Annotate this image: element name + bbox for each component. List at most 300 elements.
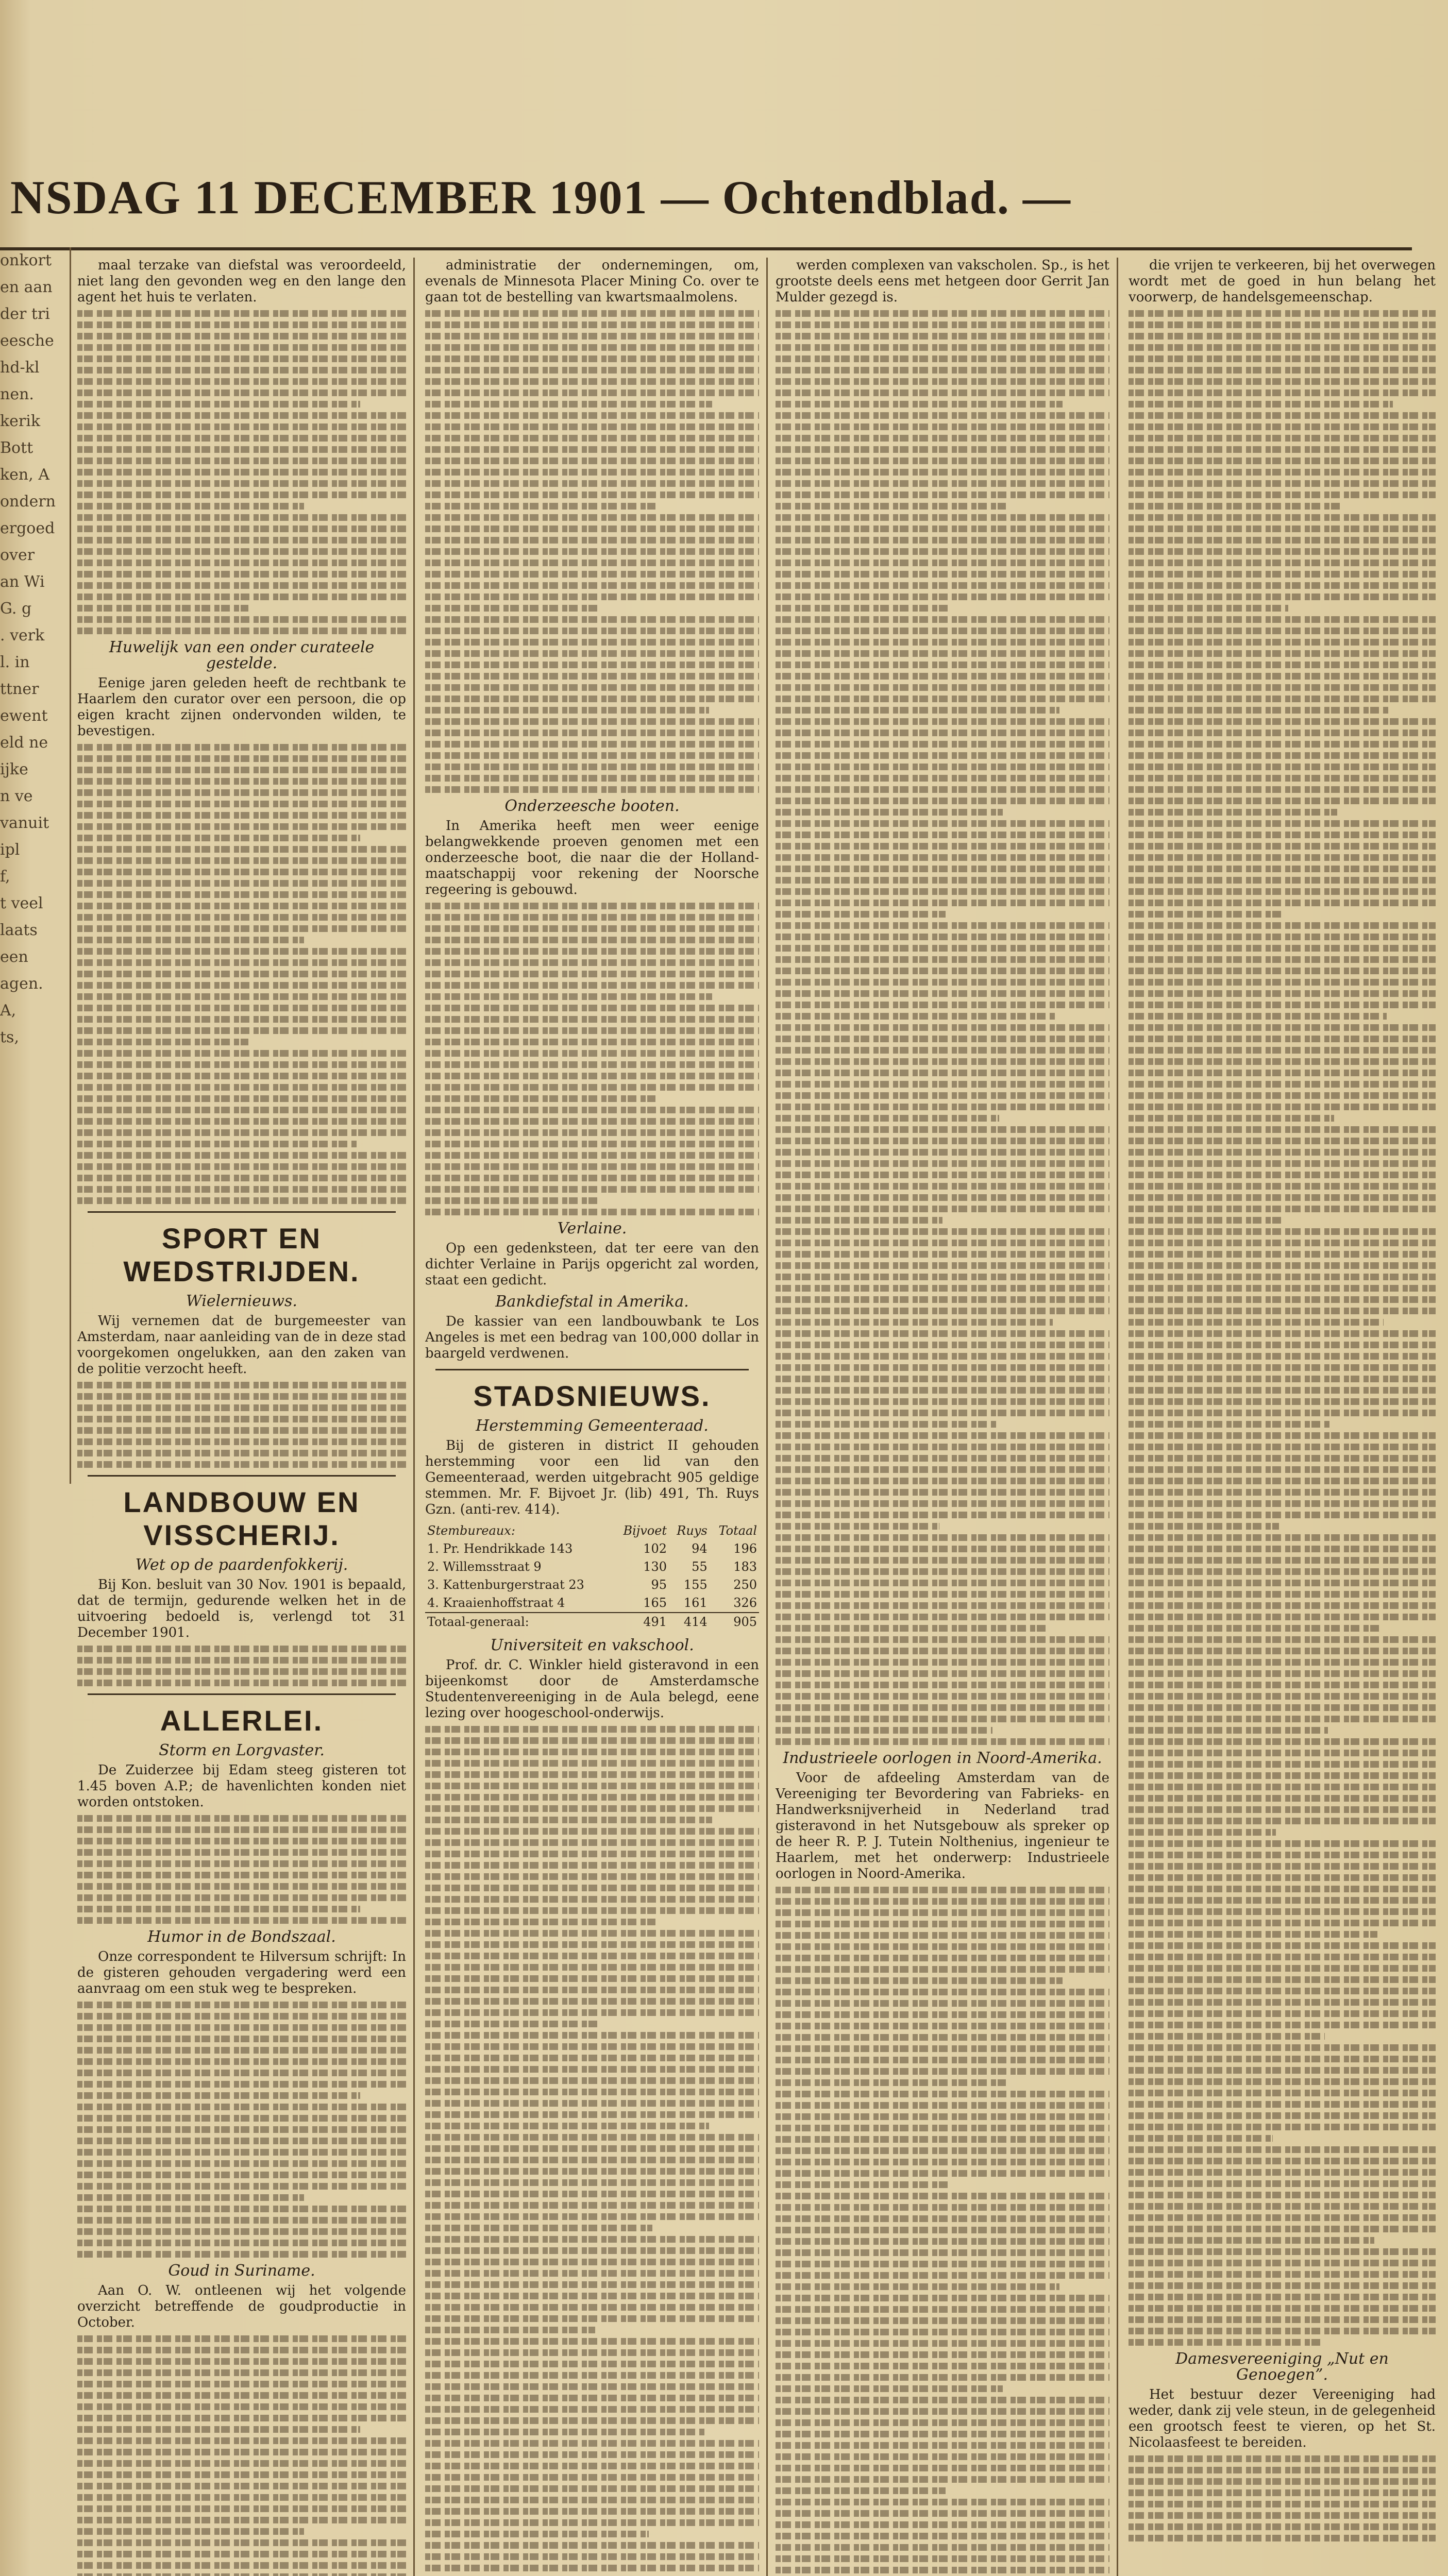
text-line: [425, 2497, 759, 2503]
text-line: [77, 1005, 406, 1011]
text-line: [1129, 820, 1436, 827]
text-line: [77, 446, 406, 453]
text-line: [425, 1760, 759, 1767]
text-line: [425, 1851, 759, 1857]
text-line: [425, 2553, 759, 2560]
text-line: [425, 1805, 759, 1812]
col3-body-1: [776, 310, 1109, 1745]
text-line: [776, 2521, 1109, 2528]
table-cell: 130: [643, 1560, 667, 1574]
text-line: [77, 2528, 304, 2535]
text-line: [1129, 560, 1436, 566]
text-line: [77, 2449, 406, 2455]
text-line: [1129, 1806, 1436, 1813]
text-line: [776, 548, 1109, 555]
text-line: [77, 1050, 406, 1057]
text-line: [1129, 1500, 1436, 1507]
text-line: [77, 1646, 406, 1652]
text-line: [77, 2494, 406, 2501]
text-line: [1129, 321, 1436, 328]
text-line: [425, 959, 759, 966]
text-line: [1129, 1750, 1436, 1756]
text-line: [1129, 2112, 1436, 2119]
text-line: [1129, 650, 1436, 657]
text-line: [1129, 968, 1436, 974]
bank-heading: Bankdiefstal in Amerika.: [495, 1293, 689, 1311]
col4-body-1: [1129, 310, 1436, 2346]
text-line: [1129, 1557, 1436, 1564]
text-line: [776, 2249, 1109, 2256]
text-line: [425, 1839, 759, 1846]
table-cell: 95: [651, 1578, 667, 1592]
text-line: [77, 333, 406, 340]
text-line: [77, 993, 406, 1000]
text-line: [776, 344, 1109, 351]
text-line: [776, 1149, 1109, 1156]
text-line: [776, 696, 1109, 702]
text-line: [1129, 594, 1436, 600]
text-line: [425, 2111, 759, 2118]
text-line: [1129, 2523, 1436, 2530]
text-line: [1129, 1194, 1436, 1201]
text-line: [776, 378, 1109, 385]
text-line: [1129, 1580, 1436, 1586]
text-line: [77, 1838, 406, 1844]
text-line: [425, 1073, 759, 1079]
text-line: [776, 1172, 1109, 1178]
text-line: [1129, 2455, 1436, 2462]
text-line: [77, 2369, 406, 2376]
text-line: [776, 2034, 1109, 2041]
col4-body-2: [1129, 2455, 1436, 2541]
col2-body-2: [425, 903, 759, 1215]
text-line: [425, 2145, 759, 2152]
text-line: [776, 1070, 1109, 1076]
text-line: [425, 2406, 759, 2413]
text-line: [776, 310, 1109, 317]
text-line: [425, 367, 759, 374]
text-line: [425, 2009, 759, 2016]
margin-fragment: ts,: [0, 1028, 19, 1046]
text-line: [1129, 1489, 1436, 1496]
text-line: [77, 355, 406, 362]
text-line: [776, 1591, 1109, 1598]
text-line: [425, 752, 759, 759]
text-line: [425, 786, 759, 793]
text-line: [1129, 2056, 1436, 2062]
text-line: [77, 2251, 406, 2258]
text-line: [77, 1906, 360, 1912]
text-line: [776, 1081, 1109, 1088]
text-line: [1129, 1795, 1436, 1802]
text-line: [425, 707, 709, 714]
text-line: [776, 1036, 1109, 1042]
table-cell: 102: [643, 1541, 667, 1556]
text-line: [776, 2487, 946, 2494]
text-line: [1129, 1342, 1436, 1348]
text-line: [776, 2272, 1109, 2279]
text-line: [425, 2134, 759, 2141]
text-line: [425, 2236, 759, 2243]
text-line: [776, 2363, 1109, 2369]
margin-fragment: G. g: [0, 600, 32, 618]
text-line: [425, 1964, 759, 1971]
text-line: [77, 767, 406, 773]
text-line: [425, 1084, 759, 1091]
text-line: [77, 2562, 406, 2569]
text-line: [77, 344, 406, 351]
text-line: [776, 1898, 1109, 1905]
text-line: [776, 843, 1109, 850]
text-line: [425, 2100, 759, 2107]
text-line: [776, 1228, 1109, 1235]
text-line: [776, 333, 1109, 340]
text-line: [425, 469, 759, 476]
text-line: [776, 2499, 1109, 2505]
text-line: [77, 1883, 406, 1890]
text-line: [425, 1118, 759, 1125]
text-line: [1129, 2294, 1436, 2300]
col3-intro: werden complexen van vakscholen. Sp., is het grootste deels eens met hetgeen door Gerrit Jan Mulder gezegd is.: [776, 258, 1109, 305]
text-line: [1129, 548, 1436, 555]
text-line: [425, 2259, 759, 2265]
text-line: [425, 310, 759, 317]
text-line: [1129, 1058, 1436, 1065]
text-line: [425, 2315, 759, 2322]
text-line: [425, 594, 759, 600]
text-line: [425, 2304, 759, 2311]
text-line: [77, 492, 406, 498]
table-cell: 4. Kraaienhoffstraat 4: [427, 1596, 565, 1610]
text-line: [776, 2567, 1109, 2573]
text-line: [425, 2349, 759, 2356]
text-line: [77, 1668, 406, 1675]
text-line: [776, 877, 1109, 884]
text-line: [776, 1296, 1109, 1303]
text-line: [1129, 945, 1436, 952]
text-line: [425, 1095, 655, 1102]
text-line: [1129, 1614, 1436, 1620]
text-line: [1129, 480, 1436, 487]
text-line: [1129, 1444, 1436, 1450]
text-line: [776, 480, 1109, 487]
text-line: [776, 446, 1109, 453]
text-line: [77, 605, 248, 612]
text-line: [77, 2403, 406, 2410]
text-line: [425, 2395, 759, 2401]
text-line: [776, 1002, 1109, 1008]
text-line: [776, 832, 1109, 838]
text-line: [425, 684, 759, 691]
text-line: [776, 945, 1109, 952]
text-line: [1129, 2316, 1436, 2323]
margin-fragment: t veel: [0, 894, 43, 912]
text-line: [425, 2440, 759, 2447]
table-cell: 250: [733, 1578, 757, 1592]
verlaine-text: Op een gedenksteen, dat ter eere van den dichter Verlaine in Parijs opgericht zal worden, staat een gedicht.: [425, 1241, 759, 1288]
allerlei-heading: ALLERLEI.: [160, 1704, 324, 1737]
text-line: [1129, 571, 1436, 578]
text-line: [776, 1251, 1109, 1258]
text-line: [1129, 2022, 1436, 2028]
text-line: [425, 1141, 759, 1147]
text-line: [776, 1977, 1063, 1984]
text-line: [77, 2013, 406, 2020]
text-line: [1129, 1840, 1436, 1847]
ladies-heading: Damesvereeniging „Nut en Genoegen”.: [1175, 2350, 1389, 2384]
text-line: [77, 367, 406, 374]
text-line: [425, 696, 759, 702]
text-line: [1129, 1874, 1436, 1881]
text-line: [77, 891, 406, 898]
text-line: [425, 1061, 759, 1068]
text-line: [77, 616, 406, 623]
text-line: [425, 1749, 759, 1755]
text-line: [425, 1987, 759, 1993]
text-line: [77, 959, 406, 966]
text-line: [425, 1930, 759, 1937]
text-line: [77, 812, 406, 819]
divider: [435, 1369, 749, 1370]
text-line: [776, 2136, 1109, 2143]
text-line: [776, 605, 949, 612]
text-line: [776, 1546, 1109, 1552]
text-line: [1129, 2158, 1436, 2164]
text-line: [776, 2238, 1109, 2245]
text-line: [77, 1129, 406, 1136]
text-line: [1129, 1546, 1436, 1552]
text-line: [1129, 1954, 1436, 1960]
text-line: [77, 1027, 406, 1034]
text-line: [77, 1141, 357, 1147]
text-line: [1129, 1863, 1436, 1870]
text-line: [425, 2066, 759, 2073]
text-line: [776, 582, 1109, 589]
farm-heading: LANDBOUW EN VISSCHERIJ.: [123, 1486, 360, 1551]
text-line: [425, 1129, 759, 1136]
text-line: [776, 1342, 1109, 1348]
table-cell: 491: [613, 1613, 669, 1631]
text-line: [1129, 1784, 1436, 1790]
text-line: [776, 764, 1109, 770]
text-line: [776, 2011, 1109, 2018]
text-line: [77, 480, 406, 487]
table-cell: 55: [692, 1560, 708, 1574]
text-line: [425, 2225, 652, 2231]
text-line: [776, 979, 1109, 986]
text-line: [776, 2397, 1109, 2403]
text-line: [1129, 1602, 1436, 1609]
table-cell: 1. Pr. Hendrikkade 143: [427, 1541, 573, 1556]
text-line: [776, 1115, 999, 1122]
text-line: [776, 1058, 1109, 1065]
text-line: [77, 778, 406, 785]
text-line: [776, 1625, 1049, 1632]
text-line: [776, 1557, 1109, 1564]
text-line: [425, 2531, 649, 2537]
text-line: [776, 1240, 1109, 1246]
text-line: [776, 2408, 1109, 2415]
masthead: [0, 170, 1412, 250]
farm-subheading: Wet op de paardenfokkerij.: [135, 1556, 348, 1574]
text-line: [776, 1410, 1109, 1416]
text-line: [1129, 2078, 1436, 2085]
text-line: [1129, 1047, 1436, 1054]
table-header-cell: Ruys: [677, 1523, 708, 1538]
text-line: [1129, 1002, 1436, 1008]
table-header-cell: Bijvoet: [623, 1523, 667, 1538]
text-line: [776, 321, 1109, 328]
text-line: [77, 310, 406, 317]
text-line: [425, 1919, 655, 1925]
text-line: [425, 423, 759, 430]
margin-fragment: ewent: [0, 707, 48, 725]
text-line: [425, 1873, 759, 1880]
text-line: [1129, 2135, 1273, 2142]
text-line: [425, 1896, 759, 1903]
text-line: [776, 537, 1109, 544]
text-line: [776, 1432, 1109, 1439]
text-line: [425, 2463, 759, 2469]
text-line: [425, 435, 759, 442]
text-line: [77, 2024, 406, 2031]
margin-fragment: ttner: [0, 680, 39, 698]
text-line: [425, 2417, 759, 2424]
text-line: [425, 673, 759, 680]
text-line: [77, 801, 406, 807]
text-line: [776, 1013, 1056, 1020]
text-line: [1129, 2501, 1436, 2507]
text-line: [425, 1197, 599, 1204]
col2-body-3: [425, 1726, 759, 2576]
text-line: [77, 1163, 406, 1170]
text-line: [425, 1783, 759, 1789]
text-line: [776, 2374, 1109, 2381]
text-line: [776, 1160, 1109, 1167]
text-line: [776, 2295, 1109, 2301]
text-line: [425, 1175, 759, 1181]
text-line: [77, 1039, 248, 1045]
industry-text: Voor de afdeeling Amsterdam van de Vereeniging ter Bevordering van Fabrieks- en Handwerksnijverheid in Nederland trad gisteravond in het Nutsgebouw als spreker op de heer R. P. J. Tutein Nolthenius, ingenieur te Haarlem, met het onderwerp: Industrieele oorlogen in Noord-Amerika.: [776, 1770, 1109, 1882]
text-line: [77, 582, 406, 589]
text-line: [1129, 2271, 1436, 2278]
text-line: [776, 2159, 1109, 2165]
table-row: [425, 1558, 759, 1576]
column-3: [776, 258, 1118, 2576]
text-line: [776, 2510, 1109, 2517]
text-line: [425, 492, 759, 498]
text-line: [776, 854, 1109, 861]
text-line: [425, 2179, 759, 2186]
text-line: [1129, 344, 1436, 351]
text-line: [1129, 1115, 1334, 1122]
text-line: [1129, 2124, 1436, 2130]
text-line: [77, 1427, 406, 1434]
gold-subheading: Goud in Suriname.: [168, 2262, 315, 2280]
text-line: [776, 1966, 1109, 1973]
text-line: [776, 1274, 1109, 1280]
masthead-text: NSDAG 11 DECEMBER 1901 — Ochtendblad. —: [10, 171, 1071, 224]
text-line: [776, 2215, 1109, 2222]
text-line: [776, 1568, 1109, 1575]
col2-intro: administratie der ondernemingen, om, evenals de Minnesota Placer Mining Co. over te gaan tot de bestelling van kwartsmaalmolens.: [425, 258, 759, 305]
text-line: [776, 1716, 1109, 1722]
text-line: [776, 435, 1109, 442]
text-line: [1129, 2101, 1436, 2108]
text-line: [776, 956, 1109, 963]
university-heading: Universiteit en vakschool.: [490, 1636, 694, 1654]
margin-fragment: agen.: [0, 975, 43, 993]
text-line: [776, 752, 1109, 759]
text-line: [77, 2460, 406, 2467]
text-line: [1129, 832, 1436, 838]
text-line: [1129, 2044, 1436, 2051]
text-line: [77, 401, 360, 408]
text-line: [1129, 662, 1436, 668]
text-line: [776, 730, 1109, 736]
text-line: [77, 1107, 406, 1113]
text-line: [77, 2426, 360, 2433]
news-heading: STADSNIEUWS.: [473, 1380, 711, 1412]
text-line: [425, 571, 759, 578]
text-line: [776, 1614, 1109, 1620]
text-line: [77, 2070, 406, 2076]
marriage-heading: Huwelijk van een onder curateele gestelde.: [109, 638, 375, 672]
text-line: [425, 2327, 595, 2333]
text-line: [1129, 401, 1393, 408]
text-line: [1129, 1070, 1436, 1076]
table-cell: 3. Kattenburgerstraat 23: [427, 1578, 584, 1592]
text-line: [77, 2092, 360, 2099]
text-line: [776, 1206, 1109, 1212]
text-line: [77, 457, 406, 464]
text-line: [776, 2476, 1109, 2483]
text-line: [1129, 389, 1436, 396]
table-cell: 183: [733, 1560, 757, 1574]
text-line: [776, 1126, 1109, 1133]
text-line: [77, 514, 406, 521]
text-line: [1129, 1886, 1436, 1892]
text-line: [77, 2149, 406, 2156]
text-line: [776, 1319, 1053, 1326]
text-line: [77, 435, 406, 442]
text-line: [1129, 1262, 1436, 1269]
text-line: [1129, 866, 1436, 872]
text-line: [425, 2089, 759, 2095]
text-line: [425, 1941, 759, 1948]
text-line: [776, 2125, 1109, 2131]
text-line: [77, 2138, 406, 2144]
text-line: [1129, 1727, 1328, 1734]
text-line: [776, 2442, 1109, 2449]
text-line: [1129, 526, 1436, 532]
text-line: [776, 401, 1063, 408]
margin-fragment: f,: [0, 868, 10, 886]
text-line: [1129, 684, 1436, 691]
text-line: [1129, 1704, 1436, 1711]
text-line: [77, 1815, 406, 1822]
text-line: [1129, 2328, 1436, 2334]
text-line: [425, 548, 759, 555]
divider: [88, 1475, 396, 1477]
text-line: [425, 2032, 759, 2039]
text-line: [1129, 1761, 1436, 1768]
text-line: [1129, 1512, 1436, 1518]
text-line: [77, 2206, 406, 2212]
text-line: [1129, 1421, 1331, 1428]
text-line: [425, 526, 759, 532]
text-line: [77, 2573, 406, 2576]
